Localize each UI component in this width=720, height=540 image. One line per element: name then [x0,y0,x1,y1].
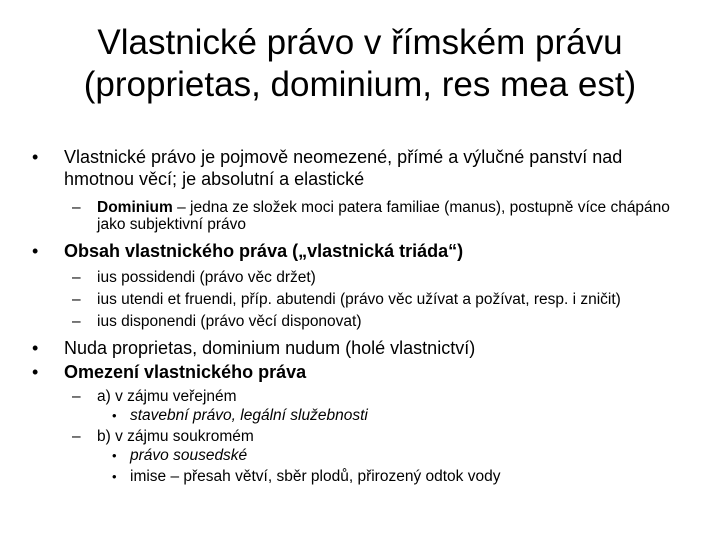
subsubbullet-immissions [0,466,720,487]
subbullet-ius-disponendi [0,313,720,330]
bullet-marker: • [32,147,39,167]
item-text: imise – přesah větví, sběr plodů, přirozený odtok vody [130,468,501,485]
slide-content [0,146,720,487]
subbullet-text: b) v zájmu soukromém [97,428,254,445]
bullet-text: Obsah vlastnického práva („vlastnická triáda“) [64,241,464,261]
dash-marker: – [72,199,81,216]
subsubbullet-neighbour-law [0,445,720,466]
bullet-marker: • [112,408,117,423]
subbullet-ius-possidendi [0,269,720,286]
term-dominium: Dominium [97,199,173,216]
bullet-nuda-proprietas [0,337,720,359]
item-text: právo sousedské [130,447,248,464]
subbullet-private-interest [0,428,720,445]
bullet-marker: • [112,448,117,463]
subbullet-text: – jedna ze složek moci patera familiae (manus), postupně více chápáno jako subjektivní právo [97,199,670,233]
bullet-ownership-definition [0,146,720,190]
subsubbullet-building-right [0,405,720,426]
bullet-marker: • [32,338,39,358]
subbullet-dominium [0,199,720,233]
bullet-ownership-limits [0,361,720,383]
subbullet-public-interest [0,388,720,405]
bullet-marker: • [32,362,39,382]
bullet-text: Nuda proprietas, dominium nudum (holé vlastnictví) [64,338,476,358]
dash-marker: – [72,313,81,330]
dash-marker: – [72,269,81,286]
dash-marker: – [72,388,81,405]
bullet-ownership-content [0,240,720,262]
dash-marker: – [72,291,81,308]
bullet-text: Vlastnické právo je pojmově neomezené, přímé a výlučné panství nad hmotnou věcí; je absolutní a elastické [64,147,623,189]
title-line-1: Vlastnické právo v římském právu [97,23,623,62]
slide-title [20,22,700,106]
subbullet-text: ius possidendi (právo věc držet) [97,269,316,286]
bullet-text: Omezení vlastnického práva [64,362,307,382]
bullet-marker: • [112,469,117,484]
subbullet-text: ius disponendi (právo věcí disponovat) [97,313,362,330]
item-text: stavební právo, legální služebnosti [130,407,368,424]
subbullet-ius-utendi [0,291,720,308]
subbullet-text: a) v zájmu veřejném [97,388,237,405]
subbullet-text: ius utendi et fruendi, příp. abutendi (právo věc užívat a požívat, resp. i zničit) [97,291,621,308]
bullet-marker: • [32,241,39,261]
dash-marker: – [72,428,81,445]
title-line-2: (proprietas, dominium, res mea est) [83,65,637,104]
